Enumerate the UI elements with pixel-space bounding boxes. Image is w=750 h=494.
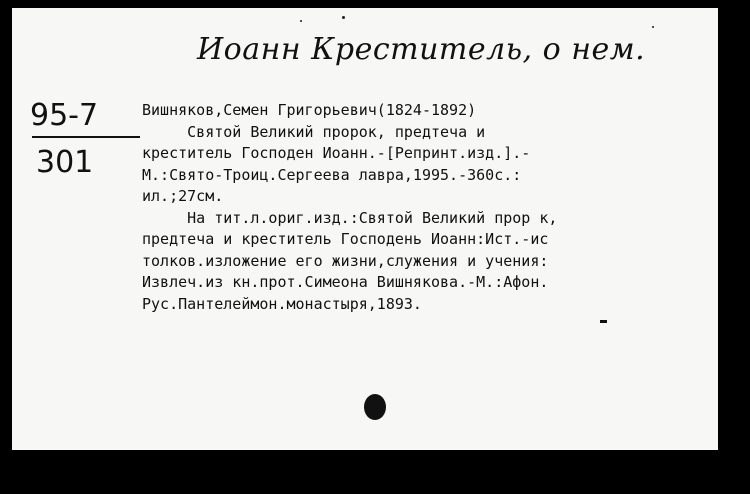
catalog-card [12, 8, 718, 450]
entry-line: толков.изложение его жизни,служения и учения: [142, 251, 549, 270]
entry-line-imprint: М.:Свято-Троиц.Сергеева лавра,1995.-360с.: [142, 165, 522, 184]
shelf-mark-bottom: 301 [36, 145, 94, 180]
entry-line-physical: ил.;27см. [142, 187, 224, 205]
entry-line: креститель Господен Иоанн.-[Репринт.изд.].- [142, 144, 531, 162]
shelf-mark-divider [32, 136, 140, 138]
ink-blot [364, 394, 386, 420]
entry-line-note: На тит.л.ориг.изд.:Святой Великий прор к, [142, 208, 558, 227]
shelf-mark-top: 95-7 [30, 98, 99, 133]
speck [652, 26, 654, 28]
ink-mark [600, 320, 607, 323]
bibliographic-entry [142, 100, 557, 315]
speck [342, 16, 345, 19]
speck [300, 20, 302, 22]
entry-line: предтеча и креститель Господень Иоанн:Ист.-ис [142, 230, 549, 248]
entry-line-title: Святой Великий пророк, предтеча и [142, 122, 486, 141]
entry-line-author: Вишняков,Семен Григорьевич(1824-1892) [142, 101, 477, 119]
entry-line: Извлеч.из кн.прот.Симеона Вишнякова.-М.:Афон. [142, 273, 549, 291]
subject-heading: Иоанн Креститель, о нем. [197, 32, 646, 67]
entry-line: Рус.Пантелеймон.монастыря,1893. [142, 294, 422, 313]
